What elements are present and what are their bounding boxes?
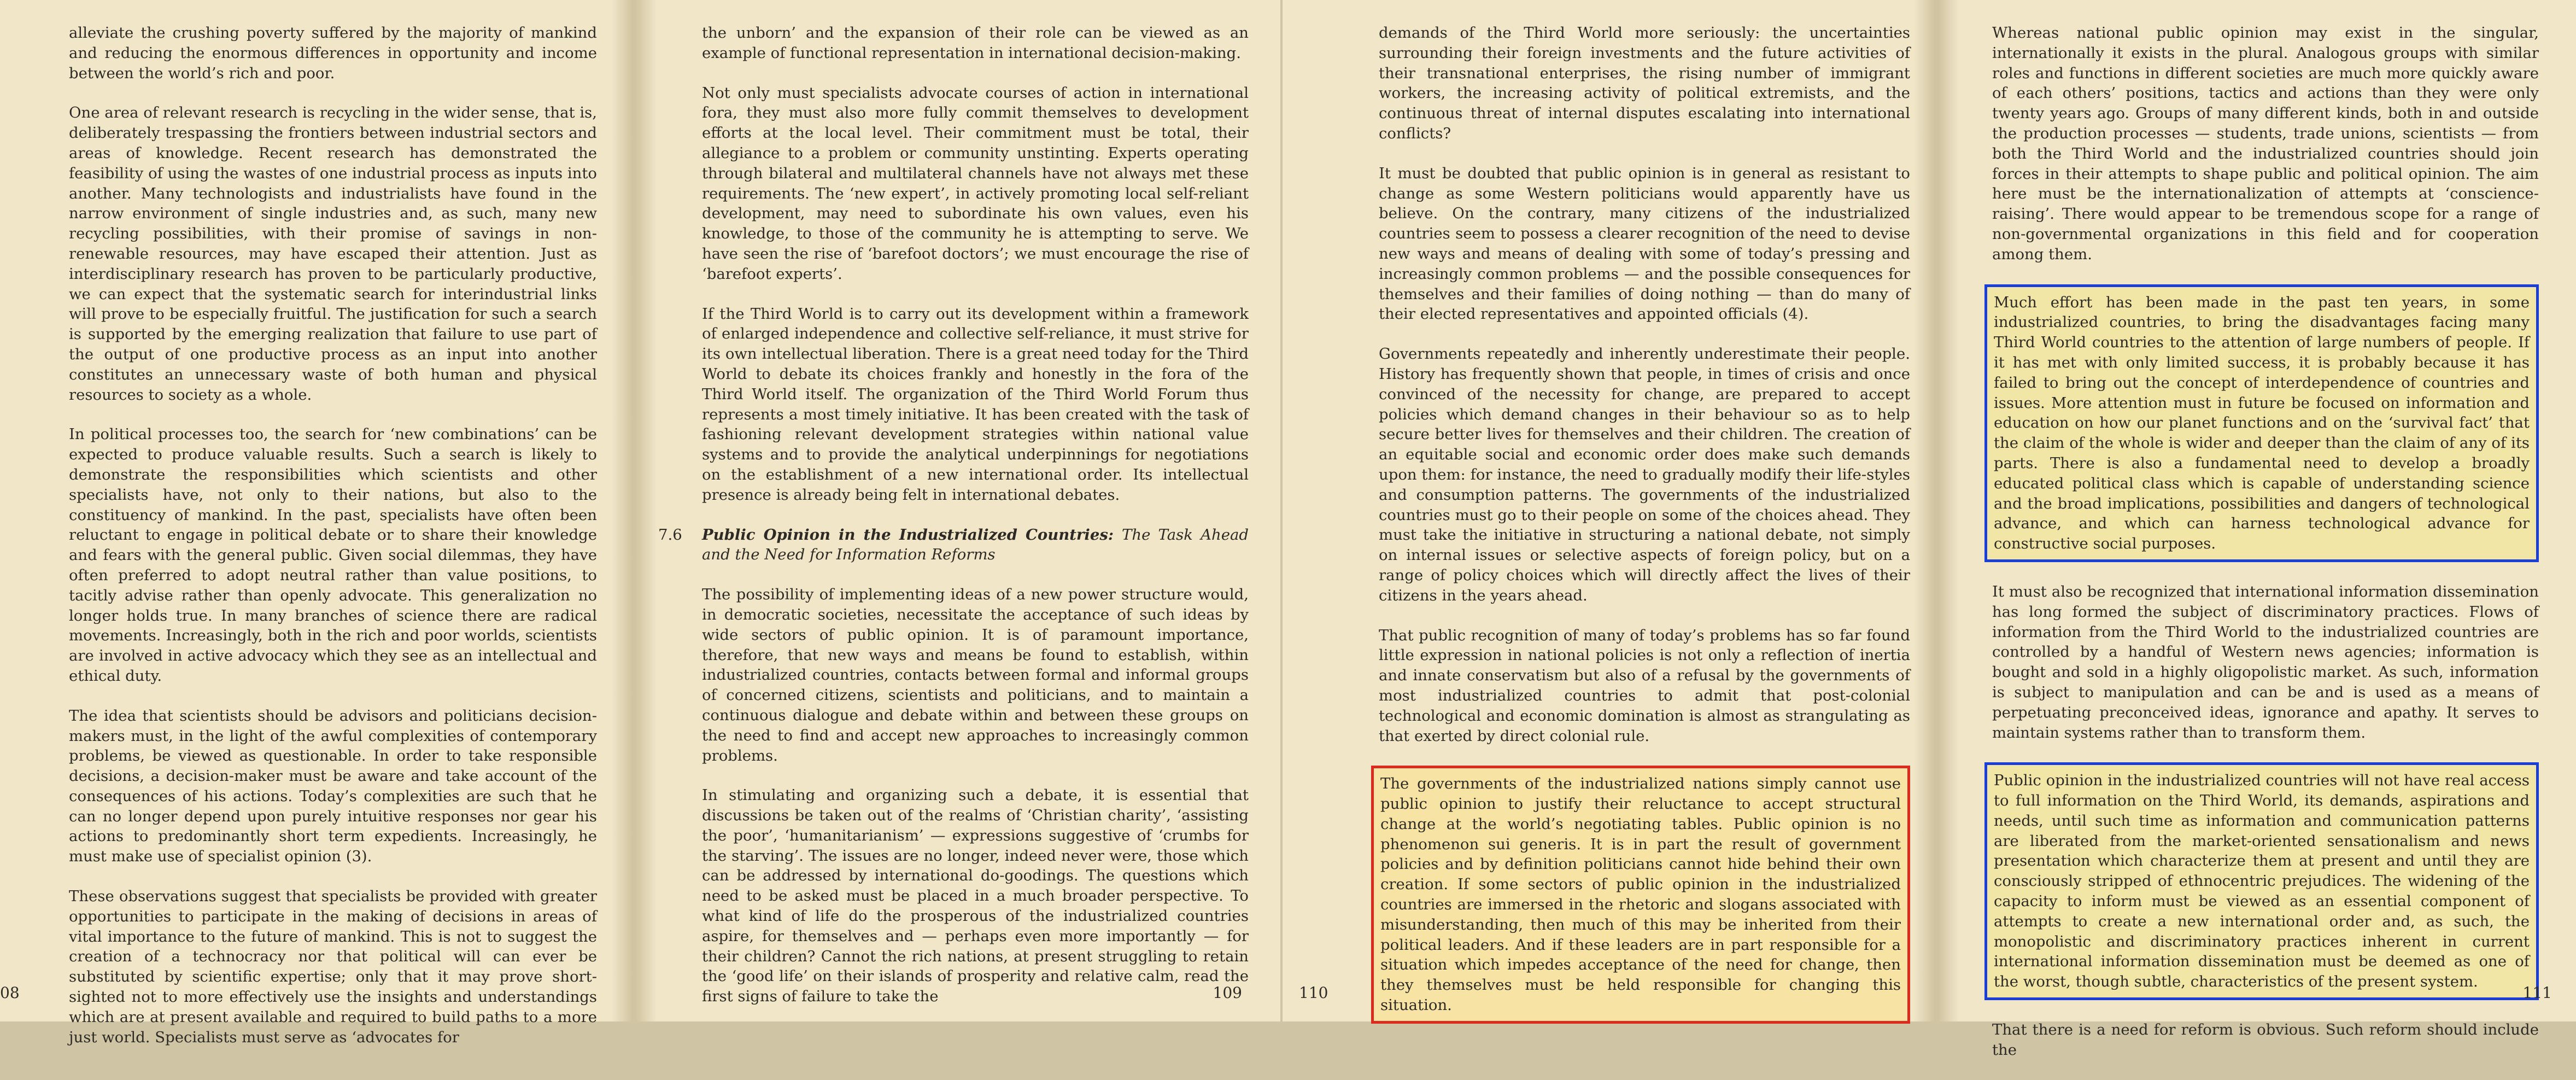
page-text-column bbox=[69, 23, 597, 1067]
paragraph: Public opinion in the industrialized countries will not have real access to full information on the Third World, its demands, aspirations and needs, until such time as information and communication patterns are liberated from the market-oriented sensationalism and news presentation which characterize them at present and until they are consciously stripped of ethnocentric prejudices. The widening of the capacity to inform must be viewed as an essential component of attempts to create a new international order and, as such, the monopolistic and discriminatory practices inherent in current international information dissemination must be deemed as one of the worst, though subtle, characteristics of the present system. bbox=[1994, 772, 2530, 991]
page-number: 109 bbox=[1213, 984, 1242, 1002]
paragraph: alleviate the crushing poverty suffered by the majority of mankind and reducing the enormous differences in opportunity and income between the world’s rich and poor. bbox=[69, 24, 597, 82]
paragraph: If the Third World is to carry out its development within a framework of enlarged independence and collective self-reliance, it must strive for its own intellectual liberation. There is a great need today for the Third World to debate its choices frankly and honestly in the fora of the Third World itself. The organization of the Third World Forum thus represents a most timely initiative. It has been created with the task of fashioning relevant development strategies within national value systems and to provide the analytical underpinnings for negotiations on the establishment of a new international order. Its intellectual presence is already being felt in international debates. bbox=[702, 305, 1249, 504]
page-number: 08 bbox=[0, 984, 20, 1002]
paragraph: In stimulating and organizing such a debate, it is essential that discussions be taken out of the realms of ‘Christian charity’, ‘assisting the poor’, ‘humanitarianism’ — expressions suggestive of ‘crumbs for the starving’. The issues are no longer, indeed never were, those which can be addressed by international do-goodings. The questions which need to be asked must be placed in a much broader perspective. To what kind of life do the prosperous of the industrialized countries aspire, for themselves and — perhaps even more importantly — for their children? Cannot the rich nations, at present struggling to retain the ‘good life’ on their islands of prosperity and relative calm, read the first signs of failure to take the bbox=[702, 786, 1249, 1006]
highlight-box-blue bbox=[1984, 284, 2539, 562]
page-110 bbox=[1283, 0, 1935, 1021]
paragraph: the unborn’ and the expansion of their role can be viewed as an example of functional representation in international decision-making. bbox=[702, 24, 1249, 62]
paragraph: That there is a need for reform is obvious. Such reform should include the bbox=[1992, 1021, 2539, 1059]
section-subtitle: The Task Ahead and the Need for Information Reforms bbox=[702, 526, 1249, 564]
paragraph: Governments repeatedly and inherently underestimate their people. History has frequently shown that people, in times of crisis and once convinced of the necessity for change, are prepared to accept policies which demand changes in their behaviour so as to help secure better lives for themselves and their children. The creation of an equitable social and economic order does make such demands upon them: for instance, the need to gradually modify their life-styles and consumption patterns. The governments of the industrialized countries must go to their people on some of the choices ahead. They must take the initiative in structuring a national debate, not simply on internal issues or selective aspects of foreign policy, but on a range of policy choices which will directly affect the lives of their citizens in the years ahead. bbox=[1379, 345, 1910, 604]
page-text-column bbox=[658, 23, 1249, 1026]
paragraph: The possibility of implementing ideas of a new power structure would, in democratic societies, necessitate the acceptance of such ideas by wide sectors of public opinion. It is of paramount importance, therefore, that new ways and means be found to establish, within industrialized countries, contacts between formal and informal groups of concerned citizens, scientists and politicians, and to maintain a continuous dialogue and debate within and between these groups on the need to find and accept new approaches to increasingly common problems. bbox=[702, 586, 1249, 764]
page-text-column bbox=[1992, 23, 2539, 1080]
page-number: 110 bbox=[1299, 984, 1328, 1002]
paragraph: One area of relevant research is recycling in the wider sense, that is, deliberately trespassing the frontiers between industrial sectors and areas of knowledge. Recent research has demonstrated the feasibility of using the wastes of one industrial process as inputs into another. Many technologists and industrialists have found in the narrow environment of single industries and, as such, many new recycling possibilities, with their promise of savings in non-renewable resources, may have escaped their attention. Just as interdisciplinary research has proven to be particularly productive, we can expect that the systematic search for interindustrial links will prove to be especially fruitful. The justification for such a search is supported by the emerging realization that failure to use part of the output of one productive process as an input into another constitutes an unnecessary waste of both human and physical resources to society as a whole. bbox=[69, 104, 597, 404]
paragraph: In political processes too, the search for ‘new combinations’ can be expected to produce valuable results. Such a search is likely to demonstrate the responsibilities which scientists and other specialists have, not only to their nations, but also to the constituency of mankind. In the past, specialists have often been reluctant to engage in political debate or to share their knowledge and fears with the general public. Given social dilemmas, they have often preferred to adopt neutral rather than value positions, to tacitly advise rather than openly advocate. This generalization no longer holds true. In many branches of science there are radical movements. Increasingly, both in the rich and poor worlds, scientists are involved in active advocacy which they see as an intellectual and ethical duty. bbox=[69, 425, 597, 685]
paragraph: That public recognition of many of today’s problems has so far found little expression in national policies is not only a reflection of inertia and innate conservatism but also of a refusal by the governments of most industrialized countries to admit that post-colonial technological and economic domination is almost as strangulating as that exerted by direct colonial rule. bbox=[1379, 626, 1910, 745]
page-109 bbox=[635, 0, 1280, 1021]
section-title: Public Opinion in the Industrialized Countries: bbox=[702, 526, 1114, 544]
paragraph: These observations suggest that specialists be provided with greater opportunities to participate in the making of decisions in areas of vital importance to the future of mankind. This is not to suggest the creation of a technocracy nor that political will can ever be substituted by scientific expertise; only that it may prove short-sighted not to more effectively use the insights and understandings which are at present available and required to build paths to a more just world. Specialists must serve as ‘advocates for bbox=[69, 888, 597, 1046]
section-heading bbox=[658, 525, 1249, 565]
paragraph: The governments of the industrialized nations simply cannot use public opinion to justify their reluctance to accept structural change at the world’s negotiating tables. Public opinion is no phenomenon sui generis. It is in part the result of government policies and by definition politicians cannot hide behind their own creation. If some sectors of public opinion in the industrialized countries are immersed in the rhetoric and slogans associated with misunderstanding, then much of this may be inherited from their political leaders. And if these leaders are in part responsible for a situation which impedes acceptance of the need for change, then they themselves must be held responsible for changing this situation. bbox=[1380, 775, 1901, 1014]
page-text-column bbox=[1379, 23, 1910, 1043]
paragraph: It must be doubted that public opinion is in general as resistant to change as some Western politicians would apparently have us believe. On the contrary, many citizens of the industrialized countries seem to possess a clearer recognition of the need to devise new ways and means of dealing with some of today’s pressing and increasingly common problems — and the possible consequences for themselves and their families of doing nothing — than do many of their elected representatives and appointed officials (4). bbox=[1379, 164, 1910, 323]
highlight-box-red bbox=[1371, 766, 1910, 1024]
page-111 bbox=[1937, 0, 2576, 1059]
paragraph: Much effort has been made in the past ten years, in some industrialized countries, to bring the disadvantages facing many Third World countries to the attention of large numbers of people. If it has met with only limited success, it is probably because it has failed to bring out the concept of interdependence of countries and issues. More attention must in future be focused on information and education on how our planet functions and on the ‘survival fact’ that the claim of the whole is wider and deeper than the claim of any of its parts. There is also a fundamental need to develop a broadly educated political class which is capable of understanding science and the broad implications, possibilities and dangers of technological advance, and which can harness technological advance for constructive social purposes. bbox=[1994, 293, 2530, 553]
page-number: 111 bbox=[2522, 984, 2552, 1002]
page-108 bbox=[0, 0, 633, 1046]
highlight-box-blue bbox=[1984, 762, 2539, 1000]
paragraph: It must also be recognized that international information dissemination has long formed the subject of discriminatory practices. Flows of information from the Third World to the industrialized countries are controlled by a handful of Western news agencies; information is bought and sold in a highly oligopolistic market. As such, information is subject to manipulation and can be and is used as a means of perpetuating preconceived ideas, ignorance and apathy. It serves to maintain systems rather than to transform them. bbox=[1992, 582, 2539, 742]
section-number: 7.6 bbox=[658, 526, 682, 544]
paragraph: The idea that scientists should be advisors and politicians decision-makers must, in the light of the awful complexities of contemporary problems, be viewed as questionable. In order to take responsible decisions, a decision-maker must be aware and take account of the consequences of his actions. Today’s complexities are such that he can no longer depend upon purely intuitive responses nor gear his actions to predominantly short term expedients. Increasingly, he must make use of specialist opinion (3). bbox=[69, 707, 597, 866]
paragraph: demands of the Third World more seriously: the uncertainties surrounding their foreign investments and the future activities of their transnational enterprises, the rising number of immigrant workers, the increasing activity of political extremists, and the continuous threat of internal disputes escalating into international conflicts? bbox=[1379, 24, 1910, 142]
paragraph: Not only must specialists advocate courses of action in international fora, they must also more fully commit themselves to development efforts at the local level. Their commitment must be total, their allegiance to a problem or community unstinting. Experts operating through bilateral and multilateral channels have not always met these requirements. The ‘new expert’, in actively promoting local self-reliant development, may need to subordinate his own values, even his knowledge, to those of the community he is attempting to serve. We have seen the rise of ‘barefoot doctors’; we must encourage the rise of ‘barefoot experts’. bbox=[702, 84, 1249, 283]
paragraph: Whereas national public opinion may exist in the singular, internationally it exists in the plural. Analogous groups with similar roles and functions in different societies are much more quickly aware of each others’ positions, tactics and actions than they were only twenty years ago. Groups of many different kinds, both in and outside the production processes — students, trade unions, scientists — from both the Third World and the industrialized countries should join forces in their attempts to shape public and political opinion. The aim here must be the internationalization of attempts at ‘conscience-raising’. There would appear to be tremendous scope for a range of non-governmental organizations in this field and for cooperation among them. bbox=[1992, 24, 2539, 263]
